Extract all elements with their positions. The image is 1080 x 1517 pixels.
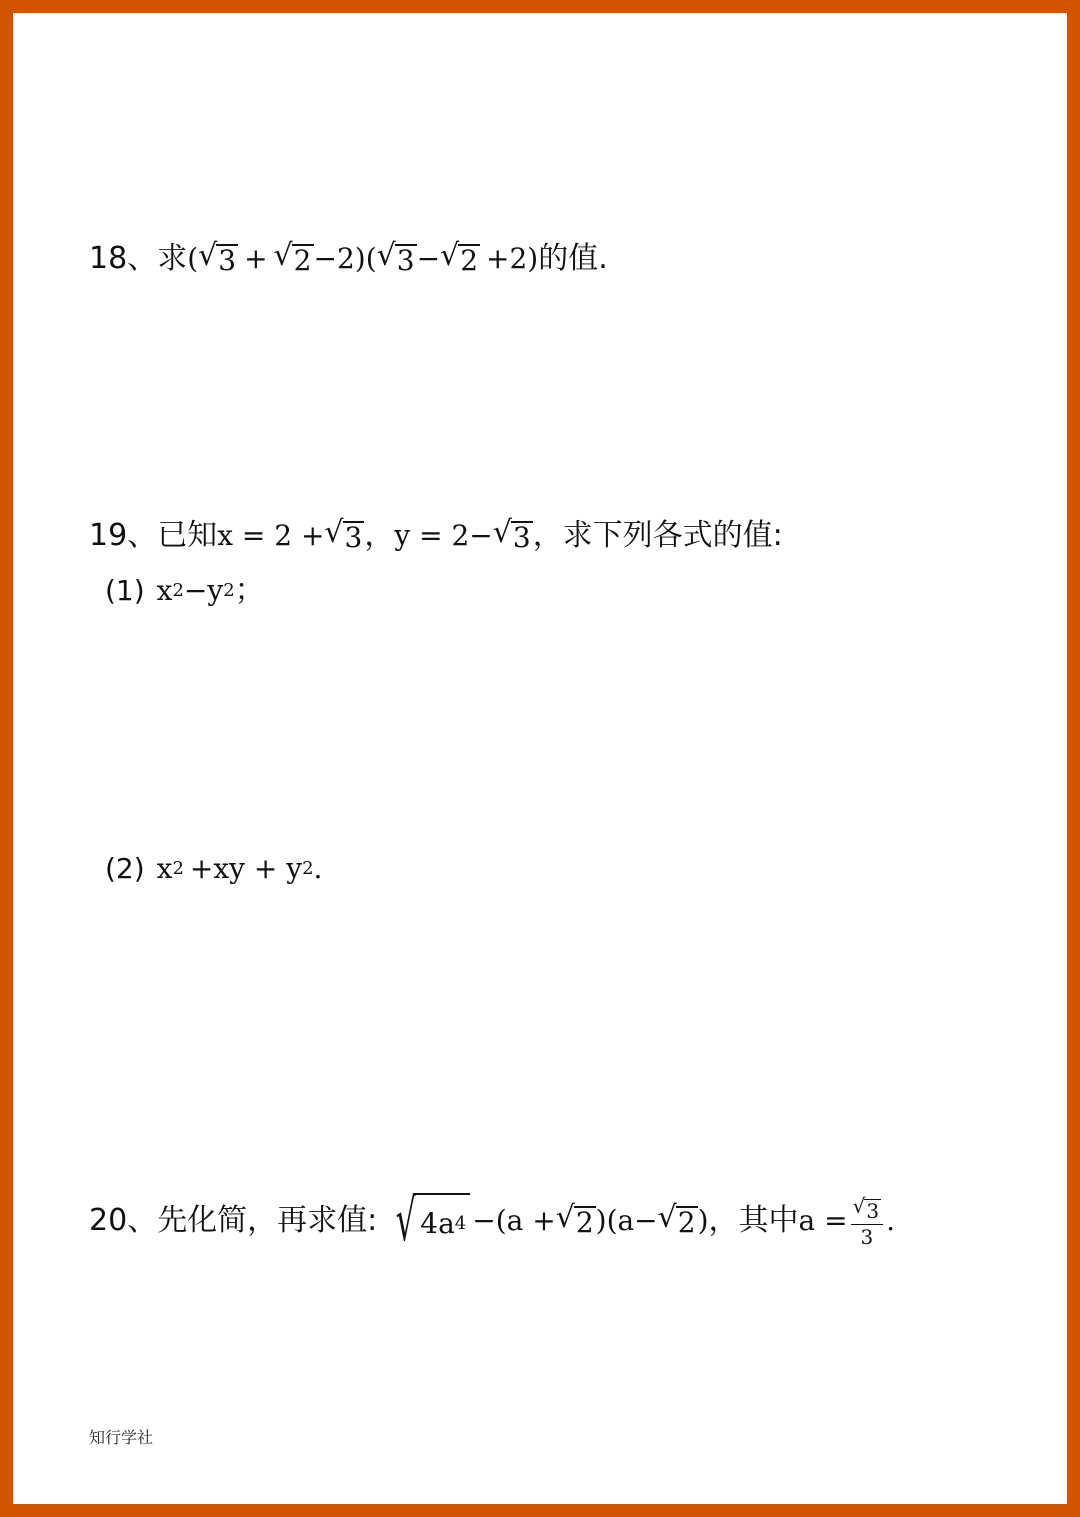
y-definition: y = 2− √ 3 [394, 515, 531, 555]
minus-sign: − [416, 242, 441, 275]
part-1-expression: x 2 −y 2 [156, 574, 235, 607]
problem-18-prefix: 求 [157, 241, 188, 276]
worksheet-page [13, 13, 1067, 1504]
problem-20-number: 20、 [89, 1203, 158, 1238]
problem-18-suffix: 的值. [538, 241, 608, 276]
problem-19-part-2 [105, 849, 322, 889]
part-1-label: (1) [105, 574, 145, 607]
expr-rest: +2) [486, 242, 539, 275]
part-2-label: (2) [105, 852, 145, 885]
separator: ， [708, 1203, 739, 1238]
part-2-expression: x 2 +xy + y 2 . [156, 852, 323, 885]
problem-19-part-1 [105, 571, 265, 611]
problem-20-expression: √ 4a 4 −(a + √ 2 )(a− √ 2 ) [383, 1193, 708, 1248]
sqrt-2: √ 2 [440, 238, 479, 278]
sqrt-3: √ 3 [198, 238, 237, 278]
sqrt-2: √ 2 [273, 238, 312, 278]
sqrt-4a4: √ 4a 4 [385, 1193, 470, 1248]
problem-18-expression [187, 239, 538, 279]
footer-brand: 知行学社 [89, 1428, 154, 1447]
problem-20 [89, 1186, 895, 1255]
x-definition: x = 2 + √ 3 [217, 515, 363, 555]
sqrt-2: √ 2 [555, 1200, 594, 1240]
fraction-sqrt3-over-3: √ 3 3 [851, 1196, 883, 1247]
sqrt-2: √ 2 [657, 1200, 696, 1240]
part-1-end: ； [234, 573, 265, 608]
paren-open: ( [365, 242, 377, 275]
problem-19-suffix: ，求下列各式的值: [532, 518, 783, 553]
expr-rest: −2) [313, 242, 366, 275]
problem-18-number: 18、 [89, 241, 158, 276]
plus-sign: + [244, 242, 268, 275]
problem-20-where: 其中 [738, 1203, 799, 1238]
sqrt-3: √ 3 [376, 238, 415, 278]
problem-20-prefix: 先化简，再求值: [157, 1203, 378, 1238]
sqrt-3: √ 3 [492, 515, 531, 555]
sqrt-3: √ 3 [324, 515, 363, 555]
paren-open: ( [187, 242, 199, 275]
separator: ， [364, 518, 395, 553]
a-value: a = √ 3 3 . [798, 1193, 895, 1249]
problem-18 [89, 239, 608, 279]
problem-19-prefix: 已知 [157, 518, 218, 553]
problem-19-number: 19、 [89, 518, 158, 553]
problem-19 [89, 516, 783, 556]
